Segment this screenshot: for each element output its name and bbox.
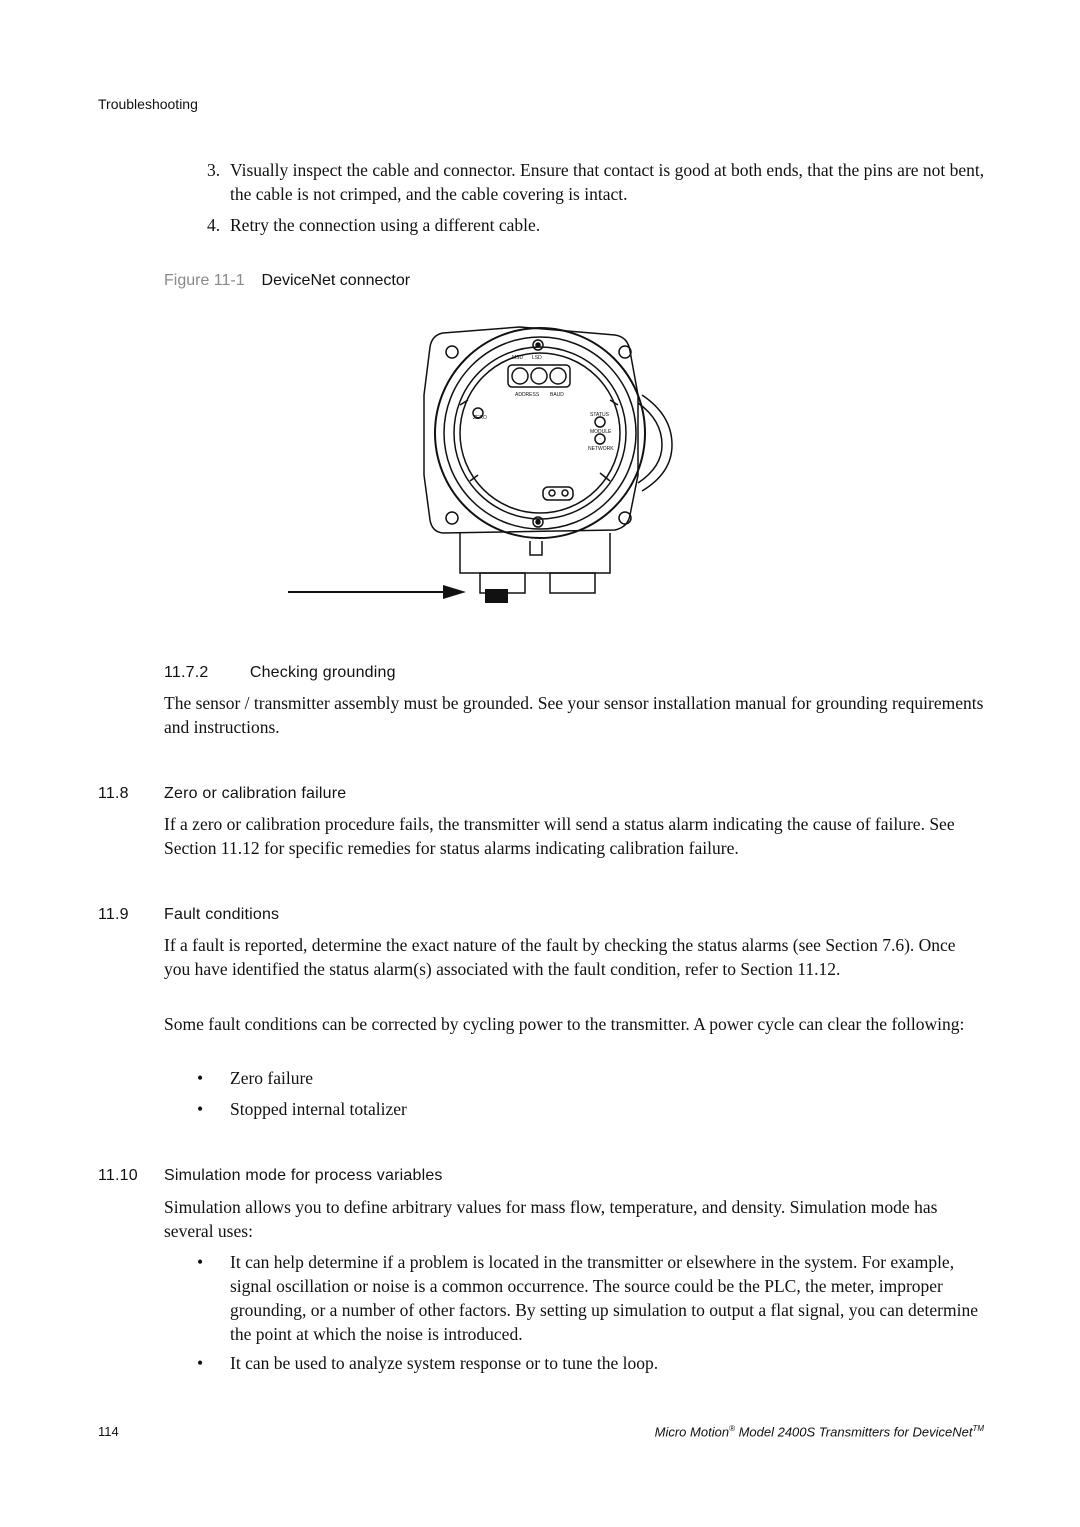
section-number: 11.10 xyxy=(98,1167,138,1184)
network-label: NETWORK xyxy=(588,446,614,452)
section-heading-11-9 xyxy=(98,906,279,924)
bullet-icon: • xyxy=(197,1353,204,1373)
status-label: STATUS xyxy=(590,412,609,418)
zero-label: ZERO xyxy=(473,415,487,421)
footer-brand: Micro Motion xyxy=(654,1424,730,1440)
list-item-text: Stopped internal totalizer xyxy=(230,1099,407,1119)
figure-caption xyxy=(164,272,410,290)
paragraph-fault-2: Some fault conditions can be corrected by cycling power to the transmitter. A power cycle can clear the following: xyxy=(164,1014,965,1034)
list-item-text: It can be used to analyze system response or to tune the loop. xyxy=(230,1353,659,1373)
section-number: 11.8 xyxy=(98,785,129,802)
module-label: MODULE xyxy=(590,429,612,435)
section-title: Checking grounding xyxy=(249,664,396,681)
list-item-text: Zero failure xyxy=(230,1068,314,1088)
step-number: 3. xyxy=(207,160,221,180)
section-number: 11.7.2 xyxy=(164,664,209,681)
figure-label: Figure 11-1 xyxy=(164,272,245,289)
paragraph-calibration: If a zero or calibration procedure fails, the transmitter will send a status alarm indicating the cause of failure. See Section 11.12 for specific remedies for status alarms indicating calibration failure. xyxy=(164,814,955,858)
paragraph-grounding: The sensor / transmitter assembly must be grounded. See your sensor installation manual for grounding requirements and instructions. xyxy=(164,693,984,737)
section-number: 11.9 xyxy=(98,906,129,923)
page-number: 114 xyxy=(98,1424,119,1439)
step-text: Retry the connection using a different cable. xyxy=(230,215,541,235)
bullet-icon: • xyxy=(197,1068,204,1088)
devicenet-connector-figure xyxy=(280,315,700,615)
paragraph-fault-1: If a fault is reported, determine the exact nature of the fault by checking the status alarms (see Section 7.6). Once you have identified the status alarm(s) associated with the fault condition, refer to Section 11.12. xyxy=(164,935,956,979)
bullet-icon: • xyxy=(197,1099,204,1119)
footer-title-text: Model 2400S Transmitters for DeviceNet xyxy=(734,1424,973,1440)
running-header: Troubleshooting xyxy=(98,96,198,112)
registered-mark: ® xyxy=(729,1424,735,1433)
baud-label: BAUD xyxy=(550,392,564,398)
connector-plug-icon xyxy=(485,589,508,603)
step-text: Visually inspect the cable and connector. Ensure that contact is good at both ends, that the pins are not bent, the cable is not crimped, and the cable covering is intact. xyxy=(230,160,985,204)
paragraph-simulation: Simulation allows you to define arbitrary values for mass flow, temperature, and density. Simulation mode has several uses: xyxy=(164,1197,938,1241)
footer-document-title xyxy=(655,1424,984,1439)
address-label: ADDRESS xyxy=(515,392,540,398)
section-heading-11-7-2 xyxy=(164,664,396,682)
lsd-label: LSD xyxy=(532,355,542,361)
step-number: 4. xyxy=(207,215,221,235)
section-title: Fault conditions xyxy=(164,906,280,923)
list-item-text: It can help determine if a problem is located in the transmitter or elsewhere in the system. For example, signal oscillation or noise is a common occurrence. The source could be the PLC, the meter, improper grounding, or a number of other factors. By setting up simulation to output a flat signal, you can determine the point at which the noise is introduced. xyxy=(230,1252,978,1344)
section-heading-11-10 xyxy=(98,1167,443,1185)
figure-title: DeviceNet connector xyxy=(261,272,411,289)
bullet-icon: • xyxy=(197,1252,204,1272)
msd-label: MSD xyxy=(512,355,524,361)
section-title: Zero or calibration failure xyxy=(164,785,347,802)
arrow-head-icon xyxy=(443,585,466,599)
section-title: Simulation mode for process variables xyxy=(164,1167,443,1184)
section-heading-11-8 xyxy=(98,785,346,803)
trademark: TM xyxy=(972,1424,984,1433)
